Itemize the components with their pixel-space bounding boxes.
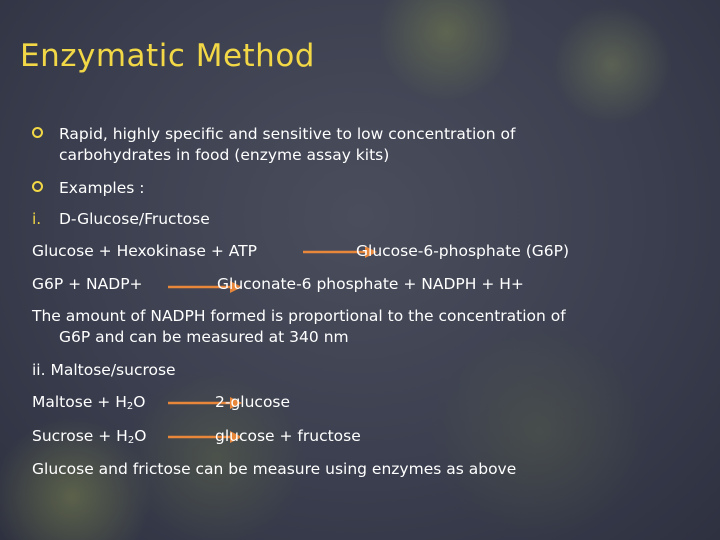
reaction-sucrose bbox=[32, 426, 672, 447]
reaction-right: 2-glucose bbox=[215, 393, 291, 411]
note-line1: The amount of NADPH formed is proportional to the concentration of bbox=[32, 307, 566, 325]
note-nadph bbox=[32, 306, 672, 348]
reaction-left: Glucose + Hexokinase + ATP bbox=[32, 242, 257, 260]
reaction-left: Sucrose + $H_2O$ bbox=[32, 427, 147, 446]
bullet-text: Examples : bbox=[59, 179, 145, 197]
reaction-g6p-nadp bbox=[32, 274, 672, 295]
reaction-left: Maltose + $H_2O$ bbox=[32, 393, 146, 412]
circle-bullet-icon bbox=[32, 181, 43, 192]
bullet-item-examples bbox=[32, 178, 672, 199]
note-line2: G6P and can be measured at 340 nm bbox=[59, 328, 349, 346]
list-item-i bbox=[32, 209, 672, 230]
bullet-item-rapid bbox=[32, 124, 672, 166]
reaction-right: Gluconate-6 phosphate + NADPH + H+ bbox=[217, 275, 524, 293]
reaction-glucose-hexokinase bbox=[32, 241, 672, 262]
bullet-text-line2: carbohydrates in food (enzyme assay kits) bbox=[59, 146, 390, 164]
reaction-left: G6P + NADP+ bbox=[32, 275, 143, 293]
list-marker: i. bbox=[32, 210, 42, 228]
slide-title: Enzymatic Method bbox=[20, 38, 315, 74]
note-glucose-fructose: Glucose and frictose can be measure using enzymes as above bbox=[32, 460, 517, 478]
bullet-text-line1: Rapid, highly specific and sensitive to low concentration of bbox=[59, 125, 516, 143]
reaction-right: Glucose-6-phosphate (G6P) bbox=[356, 242, 570, 260]
list-item-ii: ii. Maltose/sucrose bbox=[32, 361, 176, 379]
circle-bullet-icon bbox=[32, 127, 43, 138]
reaction-maltose bbox=[32, 392, 672, 413]
list-item-text: D-Glucose/Fructose bbox=[59, 210, 210, 228]
reaction-right: glucose + fructose bbox=[215, 427, 361, 445]
